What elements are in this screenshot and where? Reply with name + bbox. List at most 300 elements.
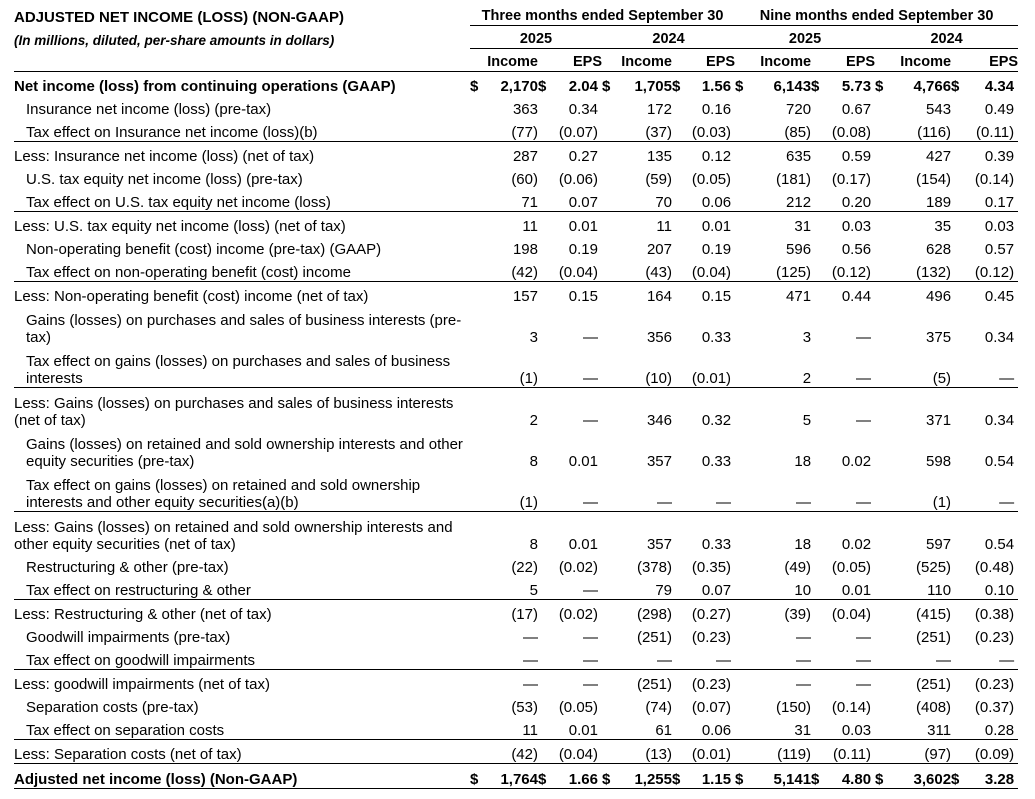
income-cell (470, 72, 538, 96)
table-row (14, 764, 1018, 789)
table-row (14, 142, 1018, 166)
eps-cell: 0.67 (841, 101, 872, 118)
eps-cell (811, 72, 875, 96)
eps-cell (811, 764, 875, 789)
eps-cell: (0.38) (951, 600, 1018, 624)
income-cell: — (796, 652, 812, 669)
income-cell: 18 (735, 512, 811, 554)
row-label: Tax effect on U.S. tax equity net income (loss) (26, 194, 331, 211)
income-cell: 31 (735, 212, 811, 236)
eps-cell: 0.17 (984, 194, 1015, 211)
eps-cell: (0.23) (951, 670, 1018, 694)
income-cell: 357 (646, 453, 672, 470)
cell-value: 4.80 (841, 771, 872, 788)
eps-cell: 0.33 (701, 329, 732, 346)
income-cell: (251) (916, 629, 952, 646)
eps-cell: (0.04) (538, 740, 602, 764)
row-label: Less: U.S. tax equity net income (loss) (net of tax) (14, 212, 470, 236)
row-label: Tax effect on non-operating benefit (cost) income (26, 264, 351, 281)
eps-cell: 0.01 (538, 212, 602, 236)
income-cell: (1) (932, 494, 952, 511)
income-cell: (415) (875, 600, 951, 624)
income-cell: 11 (522, 722, 538, 739)
eps-cell: 0.44 (811, 282, 875, 306)
row-label: Restructuring & other (pre-tax) (26, 559, 229, 576)
income-cell: 70 (655, 194, 672, 211)
income-cell: 172 (646, 101, 672, 118)
income-cell: — (936, 652, 952, 669)
income-cell: (42) (470, 740, 538, 764)
row-label: Tax effect on restructuring & other (26, 582, 251, 599)
row-label: Less: Gains (losses) on purchases and sales of business interests (net of tax) (14, 388, 470, 430)
eps-cell: — (583, 329, 598, 346)
income-cell: (132) (916, 264, 952, 281)
cell-value: 3.28 (984, 771, 1015, 788)
income-cell: (150) (776, 699, 812, 716)
eps-cell: — (811, 670, 875, 694)
eps-cell: — (999, 652, 1015, 669)
eps-cell (951, 72, 1018, 96)
eps-cell: — (856, 652, 872, 669)
income-cell: (5) (932, 370, 952, 387)
table-title: ADJUSTED NET INCOME (LOSS) (NON-GAAP) (14, 8, 344, 26)
income-cell: 543 (926, 101, 952, 118)
income-cell (735, 72, 811, 96)
income-cell: 375 (926, 329, 952, 346)
row-label: Less: goodwill impairments (net of tax) (14, 670, 470, 694)
table-row (14, 118, 1018, 142)
income-cell: (116) (917, 124, 952, 141)
eps-cell: — (999, 494, 1015, 511)
income-cell: (251) (636, 629, 672, 646)
eps-cell: 0.33 (672, 512, 735, 554)
table-row (14, 576, 1018, 600)
table-row (14, 429, 1018, 470)
eps-cell: — (583, 652, 598, 669)
row-label: Tax effect on Insurance net income (loss)(b) (26, 124, 318, 141)
income-cell: 8 (529, 453, 538, 470)
income-cell (602, 72, 672, 96)
eps-cell: 0.02 (841, 453, 872, 470)
income-cell: 471 (735, 282, 811, 306)
income-cell: 5 (735, 388, 811, 430)
income-cell: 61 (655, 722, 672, 739)
table-row (14, 235, 1018, 258)
cell-value: 5,141 (773, 771, 812, 788)
eps-cell: 0.28 (984, 722, 1015, 739)
cell-value: 1,255 (634, 771, 672, 788)
table-body (14, 72, 1018, 789)
currency-symbol: $ (811, 78, 820, 95)
income-cell: (13) (602, 740, 672, 764)
eps-cell: — (538, 670, 602, 694)
income-cell: (154) (916, 171, 952, 188)
cell-value: 1,705 (634, 78, 672, 95)
eps-cell: 0.03 (841, 722, 872, 739)
income-cell: 346 (602, 388, 672, 430)
currency-symbol: $ (875, 771, 884, 788)
row-label: Goodwill impairments (pre-tax) (26, 629, 231, 646)
income-cell: — (657, 652, 672, 669)
income-cell: (251) (602, 670, 672, 694)
income-cell: (42) (511, 264, 538, 281)
eps-cell: 0.54 (951, 512, 1018, 554)
cell-value: 1.15 (701, 771, 732, 788)
column-header: EPS (846, 54, 876, 70)
income-cell: (77) (511, 124, 538, 141)
currency-symbol: $ (811, 771, 820, 788)
adjusted-net-income-table (14, 3, 1018, 789)
income-cell (875, 72, 951, 96)
income-cell: 2 (470, 388, 538, 430)
column-header: Income (621, 54, 672, 70)
eps-cell: (0.04) (811, 600, 875, 624)
table-row (14, 623, 1018, 646)
eps-cell: (0.14) (974, 171, 1015, 188)
eps-cell: — (856, 329, 872, 346)
eps-cell: 0.15 (538, 282, 602, 306)
table-row (14, 553, 1018, 576)
cell-value: 1,764 (500, 771, 538, 788)
eps-cell (672, 764, 735, 789)
eps-cell: 0.07 (701, 582, 732, 599)
eps-cell (672, 72, 735, 96)
eps-cell: 0.20 (841, 194, 872, 211)
eps-cell: (0.37) (974, 699, 1015, 716)
income-cell: 164 (602, 282, 672, 306)
row-label: Non-operating benefit (cost) income (pre-tax) (GAAP) (26, 241, 382, 258)
currency-symbol: $ (470, 78, 479, 95)
eps-cell: 0.06 (701, 194, 732, 211)
income-cell: (43) (645, 264, 672, 281)
year-header: 2025 (470, 26, 602, 49)
income-cell: (181) (776, 171, 812, 188)
income-cell: 2 (802, 370, 812, 387)
income-cell: 597 (875, 512, 951, 554)
currency-symbol: $ (951, 771, 960, 788)
table-row (14, 188, 1018, 212)
income-cell (875, 764, 951, 789)
eps-cell: (0.11) (811, 740, 875, 764)
column-header: Income (487, 54, 538, 70)
currency-symbol: $ (672, 78, 681, 95)
income-cell: 311 (927, 722, 952, 739)
eps-cell: 0.34 (568, 101, 598, 118)
row-label: U.S. tax equity net income (loss) (pre-tax) (26, 171, 303, 188)
eps-cell: 0.27 (538, 142, 602, 166)
eps-cell: (0.12) (974, 264, 1015, 281)
income-cell: 720 (786, 101, 812, 118)
currency-symbol: $ (672, 771, 681, 788)
table-row (14, 470, 1018, 512)
eps-cell: — (583, 582, 598, 599)
row-label: Less: Separation costs (net of tax) (14, 740, 470, 764)
income-cell: 5 (529, 582, 538, 599)
column-header: Income (900, 54, 952, 70)
income-cell: 628 (926, 241, 952, 258)
cell-value: 4,766 (913, 78, 952, 95)
table-row (14, 388, 1018, 430)
eps-cell: (0.01) (691, 370, 732, 387)
income-cell: 11 (602, 212, 672, 236)
table-row (14, 305, 1018, 346)
income-cell: 189 (926, 194, 952, 211)
table-row (14, 740, 1018, 764)
table-row (14, 600, 1018, 624)
eps-cell: (0.04) (691, 264, 732, 281)
eps-cell: 0.34 (984, 329, 1015, 346)
income-cell: 35 (875, 212, 951, 236)
header-spacer (14, 49, 470, 72)
row-label: Tax effect on separation costs (26, 722, 225, 739)
row-label: Tax effect on goodwill impairments (26, 652, 255, 669)
table-row (14, 693, 1018, 716)
income-cell: 3 (802, 329, 812, 346)
income-cell: 496 (875, 282, 951, 306)
eps-cell: 0.16 (701, 101, 732, 118)
income-cell: 598 (926, 453, 952, 470)
row-label: Adjusted net income (loss) (Non-GAAP) (14, 764, 470, 789)
eps-cell: 0.01 (568, 453, 598, 470)
currency-symbol: $ (735, 771, 744, 788)
eps-cell: 0.03 (951, 212, 1018, 236)
eps-cell: 0.57 (984, 241, 1015, 258)
currency-symbol: $ (602, 78, 611, 95)
cell-value: 1.56 (701, 78, 732, 95)
eps-cell: — (716, 652, 732, 669)
eps-cell: (0.04) (558, 264, 598, 281)
cell-value: 4.34 (984, 78, 1015, 95)
eps-cell: 0.03 (811, 212, 875, 236)
eps-cell: 0.01 (568, 722, 598, 739)
eps-cell: (0.23) (691, 629, 732, 646)
income-cell: 110 (927, 582, 952, 599)
cell-value: 5.73 (841, 78, 872, 95)
currency-symbol: $ (875, 78, 884, 95)
eps-cell: (0.27) (672, 600, 735, 624)
group-nine-months: Nine months ended September 30 (735, 3, 1018, 26)
column-header: Income (760, 54, 812, 70)
eps-cell: 0.54 (984, 453, 1015, 470)
eps-cell: 0.01 (672, 212, 735, 236)
income-cell: (408) (916, 699, 952, 716)
eps-cell: — (811, 388, 875, 430)
eps-cell: (0.09) (951, 740, 1018, 764)
eps-cell: — (999, 370, 1015, 387)
table-row (14, 95, 1018, 118)
eps-cell: (0.01) (672, 740, 735, 764)
income-cell: (39) (735, 600, 811, 624)
eps-cell: (0.07) (558, 124, 598, 141)
eps-cell: (0.02) (558, 559, 598, 576)
income-cell: (53) (511, 699, 538, 716)
table-row (14, 670, 1018, 694)
eps-cell: — (538, 388, 602, 430)
currency-symbol: $ (538, 771, 547, 788)
year-header: 2024 (875, 26, 1018, 49)
table-subtitle: (In millions, diluted, per-share amounts in dollars) (14, 32, 335, 48)
eps-cell: — (856, 370, 872, 387)
table-row (14, 716, 1018, 740)
eps-cell: — (856, 629, 872, 646)
income-cell: (525) (916, 559, 952, 576)
table-row (14, 212, 1018, 236)
eps-cell (538, 72, 602, 96)
income-cell: 11 (470, 212, 538, 236)
row-label: Separation costs (pre-tax) (26, 699, 199, 716)
income-cell: 212 (786, 194, 812, 211)
eps-cell: 0.19 (701, 241, 732, 258)
cell-value: 2,170 (500, 78, 538, 95)
income-cell: — (735, 670, 811, 694)
eps-cell: 0.59 (811, 142, 875, 166)
eps-cell: 0.07 (568, 194, 598, 211)
row-label: Tax effect on gains (losses) on retained and sold ownership interests and other equity securities(a)(b) (26, 477, 421, 511)
table-row (14, 512, 1018, 554)
income-cell: 427 (875, 142, 951, 166)
table-row (14, 72, 1018, 96)
eps-cell: (0.08) (831, 124, 872, 141)
currency-symbol: $ (951, 78, 960, 95)
row-label: Less: Restructuring & other (net of tax) (14, 600, 470, 624)
income-cell: 135 (602, 142, 672, 166)
row-label: Less: Gains (losses) on retained and sold ownership interests and other equity securities (net of tax) (14, 512, 470, 554)
income-cell: (298) (602, 600, 672, 624)
income-cell: — (523, 629, 538, 646)
eps-cell: 0.15 (672, 282, 735, 306)
income-cell (602, 764, 672, 789)
income-cell: (125) (776, 264, 812, 281)
income-cell: 596 (786, 241, 812, 258)
row-label: Less: Non-operating benefit (cost) income (net of tax) (14, 282, 470, 306)
income-cell: 157 (470, 282, 538, 306)
row-label: Gains (losses) on purchases and sales of business interests (pre-tax) (26, 312, 462, 346)
currency-symbol: $ (735, 78, 744, 95)
year-header: 2025 (735, 26, 875, 49)
year-header: 2024 (602, 26, 735, 49)
income-cell: (74) (645, 699, 672, 716)
income-cell (470, 764, 538, 789)
eps-cell: 0.34 (951, 388, 1018, 430)
eps-cell: 0.01 (841, 582, 872, 599)
income-cell: (37) (645, 124, 672, 141)
eps-cell: — (716, 494, 732, 511)
eps-cell (538, 764, 602, 789)
income-cell: 79 (655, 582, 672, 599)
eps-cell: (0.07) (691, 699, 732, 716)
eps-cell: (0.23) (974, 629, 1015, 646)
cell-value: 2.04 (568, 78, 598, 95)
income-cell: 363 (512, 101, 538, 118)
eps-cell: (0.17) (831, 171, 872, 188)
eps-cell: (0.03) (691, 124, 732, 141)
income-cell: — (523, 652, 538, 669)
row-label: Tax effect on gains (losses) on purchases and sales of business interests (26, 353, 451, 387)
income-cell: 71 (521, 194, 538, 211)
income-cell: 18 (794, 453, 812, 470)
income-cell (735, 764, 811, 789)
eps-cell: (0.23) (672, 670, 735, 694)
income-cell: (378) (636, 559, 672, 576)
income-cell: (97) (875, 740, 951, 764)
eps-cell: 0.01 (538, 512, 602, 554)
cell-value: 6,143 (773, 78, 812, 95)
eps-cell: — (583, 494, 598, 511)
eps-cell: 0.06 (701, 722, 732, 739)
income-cell: 198 (512, 241, 538, 258)
income-cell: — (470, 670, 538, 694)
income-cell: (22) (511, 559, 538, 576)
eps-cell: (0.02) (538, 600, 602, 624)
eps-cell: — (583, 370, 598, 387)
table-row (14, 165, 1018, 188)
eps-cell: (0.35) (691, 559, 732, 576)
income-cell: 287 (470, 142, 538, 166)
income-cell: (59) (645, 171, 672, 188)
eps-cell: (0.48) (974, 559, 1015, 576)
eps-cell (951, 764, 1018, 789)
income-cell: (119) (735, 740, 811, 764)
eps-cell: 0.39 (951, 142, 1018, 166)
eps-cell: 0.10 (984, 582, 1015, 599)
income-cell: 357 (602, 512, 672, 554)
table-row (14, 258, 1018, 282)
table-row (14, 346, 1018, 388)
cell-value: 1.66 (568, 771, 598, 788)
row-label: Net income (loss) from continuing operations (GAAP) (14, 72, 470, 96)
column-header: EPS (572, 54, 602, 70)
income-cell: 207 (646, 241, 672, 258)
table-row (14, 282, 1018, 306)
column-header: EPS (706, 54, 736, 70)
eps-cell: (0.05) (558, 699, 598, 716)
row-label: Insurance net income (loss) (pre-tax) (26, 101, 272, 118)
income-cell: — (796, 629, 812, 646)
table-row (14, 646, 1018, 670)
income-cell: (49) (784, 559, 812, 576)
income-cell: (17) (470, 600, 538, 624)
currency-symbol: $ (538, 78, 547, 95)
group-three-months: Three months ended September 30 (470, 3, 735, 26)
income-cell: (251) (875, 670, 951, 694)
eps-cell: 0.32 (672, 388, 735, 430)
cell-value: 3,602 (913, 771, 952, 788)
income-cell: 10 (794, 582, 812, 599)
income-cell: 31 (794, 722, 812, 739)
income-cell: 371 (875, 388, 951, 430)
row-label: Less: Insurance net income (loss) (net of tax) (14, 142, 470, 166)
income-cell: 3 (529, 329, 538, 346)
eps-cell: 0.33 (701, 453, 732, 470)
income-cell: (1) (519, 494, 538, 511)
eps-cell: 0.56 (841, 241, 872, 258)
currency-symbol: $ (602, 771, 611, 788)
row-label: Gains (losses) on retained and sold ownership interests and other equity securities (pre-tax) (26, 436, 463, 470)
eps-cell: 0.02 (811, 512, 875, 554)
income-cell: (10) (645, 370, 672, 387)
eps-cell: (0.05) (831, 559, 872, 576)
income-cell: 356 (646, 329, 672, 346)
eps-cell: — (583, 629, 598, 646)
eps-cell: 0.12 (672, 142, 735, 166)
eps-cell: 0.49 (984, 101, 1015, 118)
column-header: EPS (989, 54, 1019, 70)
eps-cell: (0.11) (976, 124, 1015, 141)
eps-cell: (0.06) (558, 171, 598, 188)
income-cell: — (657, 494, 672, 511)
eps-cell: (0.12) (831, 264, 872, 281)
income-cell: 635 (735, 142, 811, 166)
